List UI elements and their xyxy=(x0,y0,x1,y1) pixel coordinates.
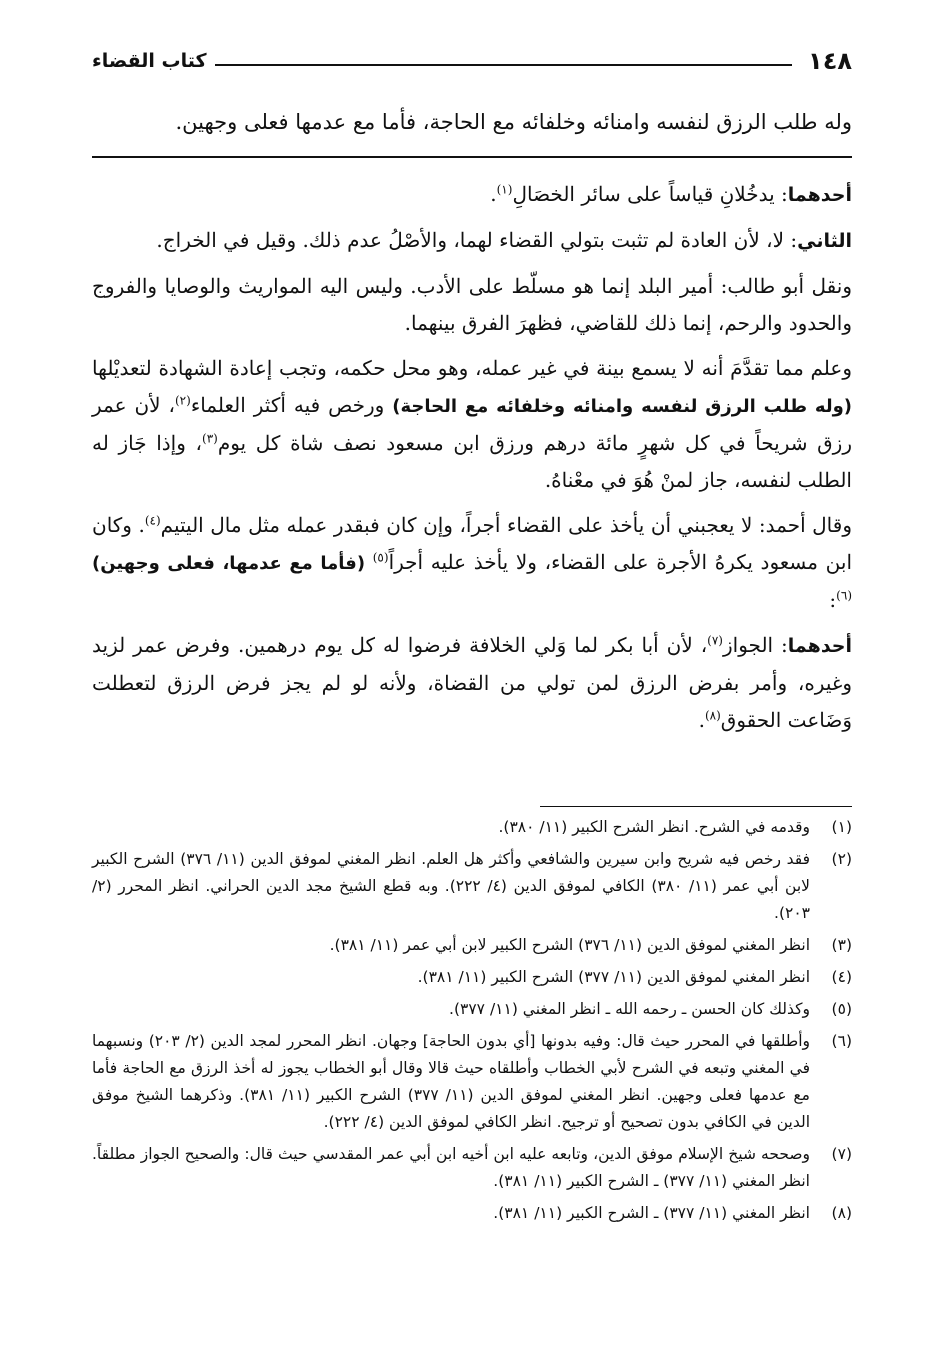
paragraph-text: : يدخُلانِ قياساً على سائر الخصَالِ xyxy=(512,182,788,206)
footnote-text: فقد رخص فيه شريح وابن سيرين والشافعي وأكثر هل العلم. انظر المغني لموفق الدين (١١/ ٣٧٦) الشرح الكبير لابن أبي عمر (١١/ ٣٨٠) الكافي لموفق الدين (٤/ ٢٢٢). وبه قطع الشيخ مجد الدين الحراني. انظر المحرر (٢/ ٢٠٣). xyxy=(92,850,811,922)
footnote-number: (٢) xyxy=(831,850,852,868)
paragraph-2 xyxy=(92,222,852,260)
footnote-number: (٨) xyxy=(831,1204,852,1222)
footnote-item xyxy=(92,1141,852,1195)
footnote-number: (٣) xyxy=(831,936,852,954)
footnote-text: انظر المغني لموفق الدين (١١/ ٣٧٧) الشرح الكبير (١١/ ٣٨١). xyxy=(417,968,810,986)
book-title: كتاب القضاء xyxy=(92,50,207,72)
paragraph-text: ، لأن أبا بكر لما وَلي الخلافة فرضوا له كل يوم درهمين. وفرض عمر لزيد وغيره، وأمر بفرض الرزق لمن تولي من القضاة، ولأنه لو لم يجز فرض الرزق لتعطلت وَضَاعت الحقوق xyxy=(92,633,852,732)
footnote-ref[interactable]: (٦) xyxy=(836,588,852,603)
footnote-number: (٦) xyxy=(831,1032,852,1050)
footnote-text: وكذلك كان الحسن ـ رحمه الله ـ انظر المغني (١١/ ٣٧٧). xyxy=(449,1000,810,1018)
paragraph-end: . xyxy=(490,182,497,206)
footnote-number: (٤) xyxy=(831,968,852,986)
paragraph-end: . xyxy=(698,708,705,732)
paragraph-lead: أحدهما xyxy=(787,635,853,657)
paragraph-text: . وكان ابن مسعود يكرهُ الأجرة على القضاء، ولا يأخذ عليه أجراً xyxy=(92,513,853,574)
footnote-item xyxy=(92,1028,852,1136)
paragraph-4 xyxy=(92,350,852,499)
footnote-item xyxy=(92,814,852,841)
paragraph-lead: الثاني xyxy=(797,230,852,252)
matn-text: وله طلب الرزق لنفسه وامنائه وخلفائه مع الحاجة، فأما مع عدمها فعلى وجهين. xyxy=(175,110,852,134)
footnote-number: (١) xyxy=(831,818,852,836)
matn-divider xyxy=(92,156,852,158)
running-header xyxy=(92,44,852,78)
paragraph-1 xyxy=(92,176,852,214)
paragraph-text: ورخص فيه أكثر العلماء xyxy=(190,393,385,417)
paragraph-lead: أحدهما xyxy=(787,184,852,206)
matn-quote: (فأما مع عدمها، فعلى وجهين) xyxy=(92,553,366,574)
footnote-item xyxy=(92,1200,852,1227)
footnote-ref[interactable]: (٨) xyxy=(704,708,721,723)
footnote-text: وأطلقها في المحرر حيث قال: وفيه بدونها [أي بدون الحاجة] وجهان. انظر المحرر لمجد الدين (٢/ ٢٠٣) ونسبهما في المغني وتبعه في الشرح لأبي الخطاب وأطلقاه حيث قالا وقال أبو الخطاب يجوز له أخذ الرزق مع الحاجة فأما مع عدمها فعلى وجهين. انظر المغني لموفق الدين (١١/ ٣٧٧) الشرح الكبير (١١/ ٣٨١). وذكرهما الشيخ موفق الدين في الكافي بدون تصحيح أو ترجيح. انظر الكافي لموفق الدين (٤/ ٢٢٢). xyxy=(92,1032,811,1131)
paragraph-6 xyxy=(92,627,852,739)
paragraph-text: : الجواز xyxy=(722,633,788,657)
footnote-ref[interactable]: (٤) xyxy=(144,513,161,528)
page-number: ١٤٨ xyxy=(808,47,852,75)
footnote-item xyxy=(92,996,852,1023)
paragraph-text: وعلم مما تقدَّمَ أنه لا يسمع بينة في غير عمله، وهو محل حكمه، وتجب إعادة الشهادة لتعديْلها xyxy=(92,356,852,380)
footnote-ref[interactable]: (١) xyxy=(496,182,513,197)
footnote-ref[interactable]: (٧) xyxy=(707,633,723,648)
paragraph-3 xyxy=(92,268,852,342)
footnote-ref[interactable]: (٣) xyxy=(202,431,218,446)
matn-quote: (وله طلب الرزق لنفسه وامنائه وخلفائه مع الحاجة) xyxy=(392,396,852,417)
paragraph-5 xyxy=(92,507,852,619)
paragraph-end: : xyxy=(829,588,837,612)
footnote-item xyxy=(92,846,852,927)
footnote-text: وصححه شيخ الإسلام موفق الدين، وتابعه عليه ابن أخيه ابن أبي عمر المقدسي حيث قال: والصحيح الجواز مطلقاً. انظر المغني (١١/ ٣٧٧) ـ الشرح الكبير (١١/ ٣٨١). xyxy=(92,1145,810,1190)
paragraph-text: ونقل أبو طالب: أمير البلد إنما هو مسلّط على الأدب. وليس اليه المواريث والوصايا والفروج والحدود والرحم، إنما ذلك للقاضي، فظهرَ الفرق بينهما. xyxy=(92,274,852,335)
footnote-number: (٧) xyxy=(831,1145,852,1163)
footnote-divider xyxy=(540,806,852,807)
footnote-number: (٥) xyxy=(831,1000,852,1018)
paragraph-text: : لا، لأن العادة لم تثبت بتولي القضاء لهما، والأصْلُ عدم ذلك. وقيل في الخراج. xyxy=(156,228,798,252)
paragraph-text: وقال أحمد: لا يعجبني أن يأخذ على القضاء أجراً، وإن كان فبقدر عمله مثل مال اليتيم xyxy=(160,513,852,537)
footnote-ref[interactable]: (٢) xyxy=(174,393,191,408)
footnote-text: انظر المغني لموفق الدين (١١/ ٣٧٦) الشرح الكبير لابن أبي عمر (١١/ ٣٨١). xyxy=(329,936,810,954)
footnotes xyxy=(92,814,852,1232)
footnote-item xyxy=(92,932,852,959)
paragraph-text: ، وإذا جَاز له الطلب لنفسه، جاز لمنْ هُوَ في معْناهُ. xyxy=(92,431,852,492)
header-rule xyxy=(215,64,793,66)
commentary-body xyxy=(92,176,852,747)
footnote-text: انظر المغني (١١/ ٣٧٧) ـ الشرح الكبير (١١/ ٣٨١). xyxy=(493,1204,810,1222)
footnote-ref[interactable]: (٥) xyxy=(372,550,389,565)
footnote-text: وقدمه في الشرح. انظر الشرح الكبير (١١/ ٣٨٠). xyxy=(498,818,810,836)
paragraph-text: ، لأن عمر رزق شريحاً في كل شهرٍ مائة درهم ورزق ابن مسعود نصف شاة كل يوم xyxy=(92,393,852,455)
footnote-item xyxy=(92,964,852,991)
